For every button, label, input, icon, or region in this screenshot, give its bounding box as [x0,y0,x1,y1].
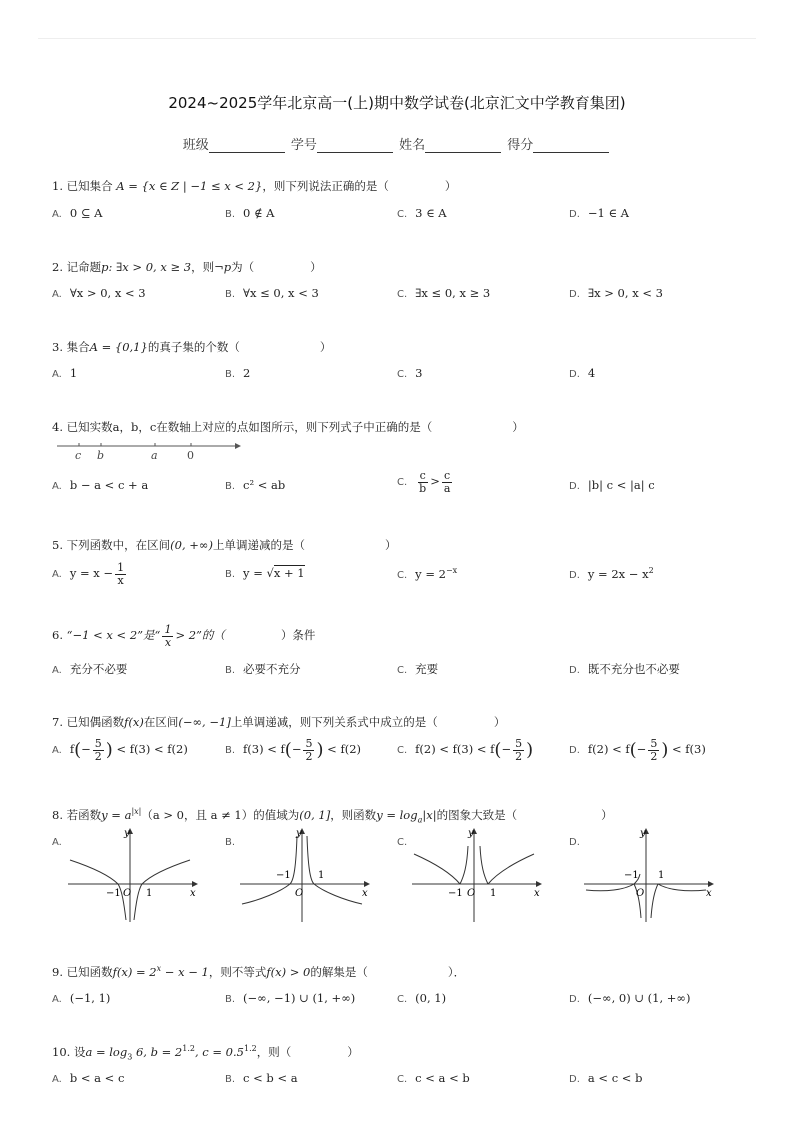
q5-option-a-pre: y = x − [69,566,114,581]
q2-number: 2. [52,260,63,274]
question-9 [52,964,465,980]
q9-text-b: ，则不等式 [208,965,267,979]
q2-text-a: 记命题 [66,260,102,274]
q7-option-d-rest: < f(3) [672,742,706,757]
q3-option-b[interactable] [225,366,250,380]
frac-num: 5 [305,737,313,750]
q5-number: 5. [52,538,63,552]
q3-option-b-label: B. [225,369,236,380]
q8-graph-a[interactable] [66,826,200,924]
q7a-frac [93,738,104,762]
q7-option-c-pre: f(2) < f(3) < f [415,742,495,757]
q1-option-d-label: D. [569,209,580,220]
q10-option-d-label: D. [569,1074,580,1085]
x-label: x [706,888,712,899]
q6-option-c-text: 充要 [415,662,439,676]
q6-option-a-label: A. [52,665,62,676]
q10-a-post: 6, b = 2 [132,1045,183,1059]
q7-option-b[interactable]: B. f(3) < f(− $\frac{5}{2}$ ) < f(2) [225,737,361,763]
q4-option-d-label: D. [569,481,580,492]
q10-option-d-text: a < c < b [587,1071,643,1085]
label-zero: 0 [187,449,194,462]
q5-option-d-label: D. [569,569,580,581]
q8-option-a-label: A. [52,837,62,848]
q10-c-exp: 1.2 [243,1044,257,1054]
frac-den: 2 [305,749,313,763]
q5-option-b-label: B. [225,569,236,580]
q2-option-b-text: ∀x ≤ 0, x < 3 [243,286,319,300]
q8-option-b-label: B. [225,837,236,848]
q10-a-sub: 3 [127,1052,133,1062]
paren-close-icon: ) [316,739,324,761]
q8-range: (0, 1] [299,808,331,822]
q7-option-a-rest: < f(3) < f(2) [116,742,188,757]
score-blank[interactable] [533,140,609,153]
question-10 [52,1044,359,1061]
id-label: 学号 [290,138,317,153]
q1-option-d[interactable] [569,206,629,220]
q4-option-c[interactable] [397,470,454,494]
q1-text-a: 已知集合 [66,179,113,193]
q10-option-a-text: b < a < c [69,1071,125,1085]
q4-frac-c-over-a [442,470,453,494]
curve-left-outer [414,854,460,884]
q7-option-d[interactable]: D. f(2) < f(− $\frac{5}{2}$ ) < f(3) [569,737,706,763]
q8-func: y = a [101,808,132,822]
label-c: c [75,449,82,462]
q8-text-a: 若函数 [66,808,102,822]
paren-close-icon: ) [526,739,534,761]
q8-graph-b[interactable] [238,826,372,924]
frac-num: 5 [515,737,523,750]
q4-option-a-label: A. [52,481,62,492]
q5-option-b-pre: y = [243,566,267,580]
q6-option-a[interactable] [52,661,127,677]
question-4 [52,419,524,435]
q8-option-d-label: D. [569,837,580,848]
q5-option-d[interactable] [569,566,654,581]
q4-option-a-text: b − a < c + a [69,478,149,492]
x-label: x [362,888,368,899]
neg-one-label: −1 [448,888,463,899]
frac-num: 5 [650,737,658,750]
q4-option-c-label: C. [397,477,408,489]
q8-text-b: 的值域为 [253,808,300,822]
q1-option-a-label: A. [52,209,62,220]
pos-one-label: 1 [490,888,497,899]
q3-text-b: 的真子集的个数（ [147,340,240,354]
q2-option-a-text: ∀x > 0, x < 3 [69,286,146,300]
q5-option-c-base: y = 2 [415,566,446,581]
q6-option-c[interactable] [397,661,438,677]
q5-option-b[interactable] [225,566,305,580]
q7-text-a: 已知偶函数 [66,715,125,729]
q8-close: ） [601,808,613,822]
q7-option-a-pre: f [69,742,75,757]
q9-func: f(x) = 2 [112,965,157,979]
q5-close: ） [384,538,397,552]
q6-option-d[interactable] [569,661,680,677]
q2-option-d[interactable] [569,286,663,300]
q4-option-c-rel: > [430,474,440,489]
y-label: y [640,828,646,839]
q9-exp: x [156,964,162,974]
q7-option-d-label: D. [569,745,580,757]
y-label: y [124,828,130,839]
page-title: 2024~2025学年北京高一(上)期中数学试卷(北京汇文中学教育集团) [168,94,626,112]
q10-option-c[interactable] [397,1071,470,1085]
question-8 [52,807,613,824]
arrow-right-icon [192,881,198,887]
q2-option-c-label: C. [397,289,408,300]
q2-close: ） [310,260,322,274]
q1-option-a-text: 0 ⊆ A [69,206,103,220]
y-label: y [296,828,302,839]
q8-text-d: 的图象大致是（ [436,808,518,822]
q4-option-d[interactable] [569,478,655,492]
q1-option-a[interactable] [52,206,102,220]
q6-part-1: “−1 < x < 2”是“ [66,628,161,643]
q7b-frac [303,738,314,762]
q4-text: 已知实数a，b，c在数轴上对应的点如图所示，则下列式子中正确的是（ [66,420,433,434]
q2-option-d-text: ∃x > 0, x < 3 [587,286,663,300]
q2-proposition: p: ∃x > 0, x ≥ 3 [101,260,192,274]
q9-option-a-text: (−1, 1) [69,991,111,1005]
q9-option-d-text: (−∞, 0) ∪ (1, +∞) [587,991,691,1005]
q7-option-b-rest: < f(2) [327,742,361,757]
q1-close: ） [444,179,457,193]
class-blank[interactable] [209,140,285,153]
q4-option-d-text: |b| c < |a| c [587,478,655,492]
frac-num: 1 [117,561,125,574]
q3-option-c[interactable] [397,366,423,380]
q5-option-b-radicand: x + 1 [273,566,305,580]
q6-frac-1-over-x [162,624,173,648]
q3-close: ） [319,340,332,354]
q8-option-c-label: C. [397,837,408,848]
q7-close: ） [493,715,506,729]
q10-number: 10. [52,1045,71,1059]
neg-one-label: −1 [276,870,291,881]
q9-ineq: f(x) > 0 [266,965,311,979]
q9-option-d-label: D. [569,994,580,1005]
q8-func2b: |x| [422,808,437,822]
q10-text-b: ，则（ [256,1045,292,1059]
q1-option-c[interactable] [397,206,447,220]
q7-option-b-label: B. [225,745,236,757]
q7-option-c[interactable]: C. f(2) < f(3) < f(− $\frac{5}{2}$ ) [397,737,534,763]
pos-one-label: 1 [318,870,325,881]
neg-one-label: −1 [624,870,639,881]
q7-number: 7. [52,715,63,729]
q3-number: 3. [52,340,63,354]
q10-c-pre: , c = 0.5 [194,1045,244,1059]
neg-one-label: −1 [106,888,121,899]
q9-func-b: − x − 1 [161,965,209,979]
q7-option-b-pre: f(3) < f [243,742,285,757]
curve-left-inner [460,846,468,884]
q2-option-d-label: D. [569,289,580,300]
name-blank[interactable] [425,140,501,153]
q3-set: A = {0,1} [89,340,148,354]
q7-text-b: 在区间 [143,715,179,729]
paren-open-icon: ( [629,739,637,761]
q2-option-b-label: B. [225,289,236,300]
q8-graph-d[interactable] [582,826,716,924]
q3-option-a-label: A. [52,369,62,380]
q9-option-a-label: A. [52,994,62,1005]
q9-option-c-label: C. [397,994,408,1005]
q2-option-b[interactable] [225,286,319,300]
q9-option-a[interactable] [52,991,110,1005]
q5-option-c-exp: −x [445,566,458,575]
label-b: b [97,449,105,462]
q7-option-d-pre: f(2) < f [587,742,630,757]
q5-option-d-exp: 2 [648,566,654,575]
curve-right-outer [488,854,534,884]
q10-a-pre: a = log [85,1045,128,1059]
q3-option-d[interactable] [569,366,595,380]
frac-num: 1 [164,623,172,636]
q9-number: 9. [52,965,63,979]
q7-option-a-label: A. [52,745,62,757]
student-info-row [0,134,794,153]
origin-label: O [467,888,476,899]
paren-close-icon: ) [105,739,113,761]
curve-right [134,860,190,920]
q10-option-b-text: c < b < a [243,1071,298,1085]
frac-num: c [444,469,451,482]
origin-label: O [123,888,132,899]
q3-option-c-label: C. [397,369,408,380]
q4-frac-c-over-b [417,470,428,494]
q5-option-a[interactable] [52,562,128,586]
q1-number: 1. [52,179,63,193]
curve-right-top [658,884,706,891]
q8-exp: |x| [131,807,142,817]
q10-close: ） [347,1045,359,1059]
q4-option-a[interactable] [52,478,148,492]
q7-text-c: 上单调递减，则下列关系式中成立的是（ [230,715,438,729]
q3-option-a-text: 1 [69,366,78,380]
q5-option-c[interactable] [397,566,457,581]
label-a: a [151,449,158,462]
q7-option-a[interactable]: A. f(− $\frac{5}{2}$ ) < f(3) < f(2) [52,737,188,763]
q10-b-exp: 1.2 [182,1044,195,1054]
frac-den: a [443,481,451,495]
q8-cond: （a > 0，且 a ≠ 1） [141,808,254,822]
q7-option-c-label: C. [397,745,408,757]
q10-option-c-label: C. [397,1074,408,1085]
name-label: 姓名 [399,138,426,153]
q2-text-c: 为（ [231,260,255,274]
q5-text-b: 上单调递减的是（ [212,538,305,552]
q1-option-b[interactable] [225,206,275,220]
q5-text-a: 下列函数中，在区间 [66,538,171,552]
q1-option-c-text: 3 ∈ A [415,206,447,220]
q6-option-b[interactable] [225,661,301,677]
q6-number: 6. [52,628,63,643]
paren-open-icon: ( [74,739,82,761]
q3-text-a: 集合 [66,340,90,354]
score-label: 得分 [507,138,534,153]
q1-option-d-text: −1 ∈ A [587,206,629,220]
q9-option-c[interactable] [397,991,446,1005]
pos-one-label: 1 [146,888,153,899]
q3-option-d-text: 4 [587,366,596,380]
q9-option-d[interactable] [569,991,690,1005]
q6-option-b-label: B. [225,665,236,676]
q4-option-b[interactable] [225,478,285,492]
q5-option-c-label: C. [397,569,408,581]
frac-den: 2 [94,749,102,763]
question-2 [52,259,322,275]
pos-one-label: 1 [658,870,665,881]
question-1 [52,178,456,194]
q3-option-a[interactable] [52,366,77,380]
q6-option-c-label: C. [397,665,408,676]
q1-option-b-text: 0 ∉ A [243,206,275,220]
curve-right [307,836,362,904]
q10-option-d[interactable] [569,1071,642,1085]
q9-option-b-text: (−∞, −1) ∪ (1, +∞) [243,991,356,1005]
q6-option-d-text: 既不充分也不必要 [587,662,680,676]
x-label: x [534,888,540,899]
q5-option-a-label: A. [52,569,62,581]
origin-label: O [636,888,645,899]
q1-option-b-label: B. [225,209,236,220]
question-7 [52,714,505,730]
q1-text-b: ，则下列说法正确的是（ [262,179,389,193]
q2-text-b: ，则 [191,260,215,274]
q6-option-d-label: D. [569,665,580,676]
q2-option-c[interactable] [397,286,490,300]
q2-negation: ¬p [214,260,232,274]
q6-option-a-text: 充分不必要 [69,662,128,676]
sqrt-icon: √ [266,566,274,580]
question-5 [52,537,396,553]
q10-option-a-label: A. [52,1074,62,1085]
curve-right-inner [480,846,488,884]
q5-option-d-base: y = 2x − x [587,566,649,581]
frac-den: x [117,573,124,587]
q3-option-c-text: 3 [415,366,423,380]
paren-close-icon: ) [661,739,669,761]
q3-option-d-label: D. [569,369,580,380]
q6-option-b-text: 必要不充分 [243,662,301,676]
frac-den: x [164,635,172,649]
q6-part-2: > 2”的（ [175,628,225,643]
frac-den: b [419,481,427,495]
class-label: 班级 [182,138,209,153]
y-label: y [468,828,474,839]
q1-option-c-label: C. [397,209,408,220]
x-label: x [190,888,196,899]
origin-label: O [295,888,304,899]
arrow-right-icon [364,881,370,887]
q10-option-c-text: c < a < b [415,1071,470,1085]
q8-sub: a [417,815,423,825]
q8-number: 8. [52,808,63,822]
arrow-right-icon [235,443,241,449]
frac-den: 2 [515,749,523,763]
frac-den: 2 [650,749,658,763]
q9-text-c: 的解集是（ [310,965,368,979]
frac-num: 5 [94,737,102,750]
paren-open-icon: ( [494,739,502,761]
q5-frac-1-over-x [115,562,126,586]
q1-set: A = {x ∈ Z | −1 ≤ x < 2} [116,179,263,193]
q8-text-c: ，则函数 [330,808,377,822]
q10-option-b-label: B. [225,1074,236,1085]
q10-text-a: 设 [73,1045,86,1059]
paren-open-icon: ( [284,739,292,761]
q7-function: f(x) [124,715,144,729]
id-blank[interactable] [317,140,393,153]
q2-option-a[interactable] [52,286,146,300]
q9-option-b[interactable] [225,991,355,1005]
q4-option-b-text: c² < ab [243,478,286,492]
q9-close: ）． [447,965,466,979]
q9-text-a: 已知函数 [66,965,113,979]
q2-option-a-label: A. [52,289,62,300]
header-rule [38,38,756,39]
q6-close: ）条件 [280,628,316,643]
q5-interval: (0, +∞) [170,538,213,552]
q4-option-b-label: B. [225,481,236,492]
q7c-frac [513,738,524,762]
frac-num: c [419,469,426,482]
q10-option-b[interactable] [225,1071,298,1085]
arrow-right-icon [708,881,714,887]
q4-number-line [55,438,245,462]
q8-graph-c[interactable] [410,826,544,924]
q2-option-c-text: ∃x ≤ 0, x ≥ 3 [415,286,491,300]
question-6 [52,624,315,648]
q3-option-b-text: 2 [243,366,251,380]
q8-func2: y = log [376,808,418,822]
q4-close: ） [512,420,524,434]
q7d-frac [648,738,659,762]
q9-option-c-text: (0, 1) [415,991,447,1005]
q4-number: 4. [52,420,63,434]
q9-option-b-label: B. [225,994,236,1005]
arrow-right-icon [536,881,542,887]
q7-interval: (−∞, −1] [178,715,231,729]
q10-option-a[interactable] [52,1071,124,1085]
curve-right-bottom [651,884,658,918]
question-3 [52,339,331,355]
